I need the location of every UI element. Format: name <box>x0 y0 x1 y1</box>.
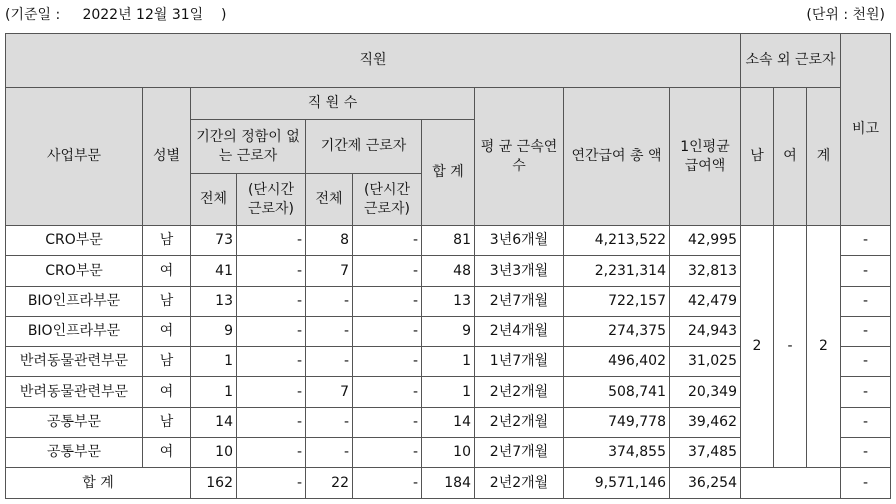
cont-all-cell: - <box>306 347 353 377</box>
cont-part-cell: - <box>353 377 422 407</box>
cont-all-cell: 7 <box>306 377 353 407</box>
outside-sum-cell: 2 <box>807 226 841 468</box>
avg-pay-cell: 31,025 <box>670 347 741 377</box>
total-cell: 1 <box>422 347 475 377</box>
note-cell: - <box>841 316 891 346</box>
annual-pay-cell: 508,741 <box>564 377 670 407</box>
total-cell: 14 <box>422 407 475 437</box>
perm-all-cell: 9 <box>191 316 237 346</box>
division-cell: CRO부문 <box>6 256 143 286</box>
perm-all-cell: 162 <box>191 468 237 498</box>
note-cell: - <box>841 256 891 286</box>
outside-male-header: 남 <box>741 88 774 226</box>
avg-pay-cell: 24,943 <box>670 316 741 346</box>
outside-female-header: 여 <box>774 88 807 226</box>
total-row <box>6 468 891 498</box>
perm-part-cell: - <box>237 256 306 286</box>
outside-workers-header: 소속 외 근로자 <box>741 34 841 88</box>
avg-pay-cell: 42,479 <box>670 286 741 316</box>
permanent-header: 기간의 정함이 없는 근로자 <box>191 120 306 174</box>
gender-cell: 남 <box>143 286 191 316</box>
cont-part-cell: - <box>353 256 422 286</box>
gender-cell: 남 <box>143 226 191 256</box>
division-cell: CRO부문 <box>6 226 143 256</box>
tenure-cell: 3년3개월 <box>475 256 564 286</box>
perm-all-cell: 73 <box>191 226 237 256</box>
total-cell: 184 <box>422 468 475 498</box>
perm-all-cell: 14 <box>191 407 237 437</box>
gender-cell: 남 <box>143 407 191 437</box>
gender-cell: 여 <box>143 438 191 468</box>
perm-part-cell: - <box>237 438 306 468</box>
annual-pay-cell: 496,402 <box>564 347 670 377</box>
perm-all-cell: 1 <box>191 347 237 377</box>
gender-cell: 여 <box>143 316 191 346</box>
outside-empty-cell <box>741 468 841 498</box>
contract-header: 기간제 근로자 <box>306 120 422 174</box>
note-cell: - <box>841 468 891 498</box>
cont-all-cell: - <box>306 286 353 316</box>
tenure-cell: 2년7개월 <box>475 286 564 316</box>
tenure-cell: 2년2개월 <box>475 407 564 437</box>
total-cell: 9 <box>422 316 475 346</box>
cont-part-cell: - <box>353 226 422 256</box>
staff-header: 직원 <box>6 34 741 88</box>
cont-part-cell: - <box>353 468 422 498</box>
contract-part-time-header: (단시간 근로자) <box>353 174 422 226</box>
cont-part-cell: - <box>353 316 422 346</box>
headcount-header: 직 원 수 <box>191 88 475 120</box>
perm-part-cell: - <box>237 377 306 407</box>
perm-all-cell: 41 <box>191 256 237 286</box>
cont-all-cell: 8 <box>306 226 353 256</box>
note-cell: - <box>841 407 891 437</box>
avg-pay-cell: 39,462 <box>670 407 741 437</box>
division-cell: 반려동물관련부문 <box>6 347 143 377</box>
cont-all-cell: 7 <box>306 256 353 286</box>
tenure-header: 평 균 근속연수 <box>475 88 564 226</box>
note-cell: - <box>841 347 891 377</box>
table-row <box>6 226 891 256</box>
annual-pay-header: 연간급여 총 액 <box>564 88 670 226</box>
gender-cell: 여 <box>143 377 191 407</box>
division-cell: BIO인프라부문 <box>6 286 143 316</box>
avg-pay-cell: 42,995 <box>670 226 741 256</box>
tenure-cell: 1년7개월 <box>475 347 564 377</box>
total-cell: 48 <box>422 256 475 286</box>
note-cell: - <box>841 226 891 256</box>
note-header: 비고 <box>841 34 891 226</box>
avg-pay-cell: 37,485 <box>670 438 741 468</box>
permanent-all-header: 전체 <box>191 174 237 226</box>
avg-pay-header: 1인평균 급여액 <box>670 88 741 226</box>
avg-pay-cell: 32,813 <box>670 256 741 286</box>
base-date-caption: (기준일 : 2022년 12월 31일 ) <box>5 7 227 23</box>
cont-all-cell: - <box>306 438 353 468</box>
division-cell: 반려동물관련부문 <box>6 377 143 407</box>
cont-all-cell: - <box>306 316 353 346</box>
note-cell: - <box>841 377 891 407</box>
note-cell: - <box>841 438 891 468</box>
perm-all-cell: 13 <box>191 286 237 316</box>
avg-pay-cell: 20,349 <box>670 377 741 407</box>
gender-cell: 남 <box>143 347 191 377</box>
employee-status-table <box>5 33 891 499</box>
tenure-cell: 2년4개월 <box>475 316 564 346</box>
tenure-cell: 2년2개월 <box>475 468 564 498</box>
annual-pay-cell: 4,213,522 <box>564 226 670 256</box>
unit-caption: (단위 : 천원) <box>806 7 885 23</box>
gender-cell: 여 <box>143 256 191 286</box>
tenure-cell: 2년7개월 <box>475 438 564 468</box>
total-cell: 10 <box>422 438 475 468</box>
total-cell: 13 <box>422 286 475 316</box>
avg-pay-cell: 36,254 <box>670 468 741 498</box>
perm-part-cell: - <box>237 316 306 346</box>
gender-header: 성별 <box>143 88 191 226</box>
total-cell: 1 <box>422 377 475 407</box>
division-cell: 공통부문 <box>6 438 143 468</box>
annual-pay-cell: 274,375 <box>564 316 670 346</box>
total-cell: 81 <box>422 226 475 256</box>
perm-part-cell: - <box>237 226 306 256</box>
cont-part-cell: - <box>353 438 422 468</box>
annual-pay-cell: 374,855 <box>564 438 670 468</box>
cont-all-cell: 22 <box>306 468 353 498</box>
cont-part-cell: - <box>353 347 422 377</box>
cont-part-cell: - <box>353 407 422 437</box>
note-cell: - <box>841 286 891 316</box>
perm-part-cell: - <box>237 468 306 498</box>
outside-sum-header: 계 <box>807 88 841 226</box>
annual-pay-cell: 749,778 <box>564 407 670 437</box>
tenure-cell: 2년2개월 <box>475 377 564 407</box>
permanent-part-time-header: (단시간 근로자) <box>237 174 306 226</box>
total-label-cell: 합 계 <box>6 468 191 498</box>
annual-pay-cell: 722,157 <box>564 286 670 316</box>
perm-all-cell: 10 <box>191 438 237 468</box>
tenure-cell: 3년6개월 <box>475 226 564 256</box>
perm-part-cell: - <box>237 286 306 316</box>
outside-male-cell: 2 <box>741 226 774 468</box>
perm-part-cell: - <box>237 407 306 437</box>
annual-pay-cell: 2,231,314 <box>564 256 670 286</box>
total-count-header: 합 계 <box>422 120 475 226</box>
perm-part-cell: - <box>237 347 306 377</box>
division-cell: 공통부문 <box>6 407 143 437</box>
division-header: 사업부문 <box>6 88 143 226</box>
contract-all-header: 전체 <box>306 174 353 226</box>
outside-female-cell: - <box>774 226 807 468</box>
cont-all-cell: - <box>306 407 353 437</box>
cont-part-cell: - <box>353 286 422 316</box>
perm-all-cell: 1 <box>191 377 237 407</box>
division-cell: BIO인프라부문 <box>6 316 143 346</box>
annual-pay-cell: 9,571,146 <box>564 468 670 498</box>
